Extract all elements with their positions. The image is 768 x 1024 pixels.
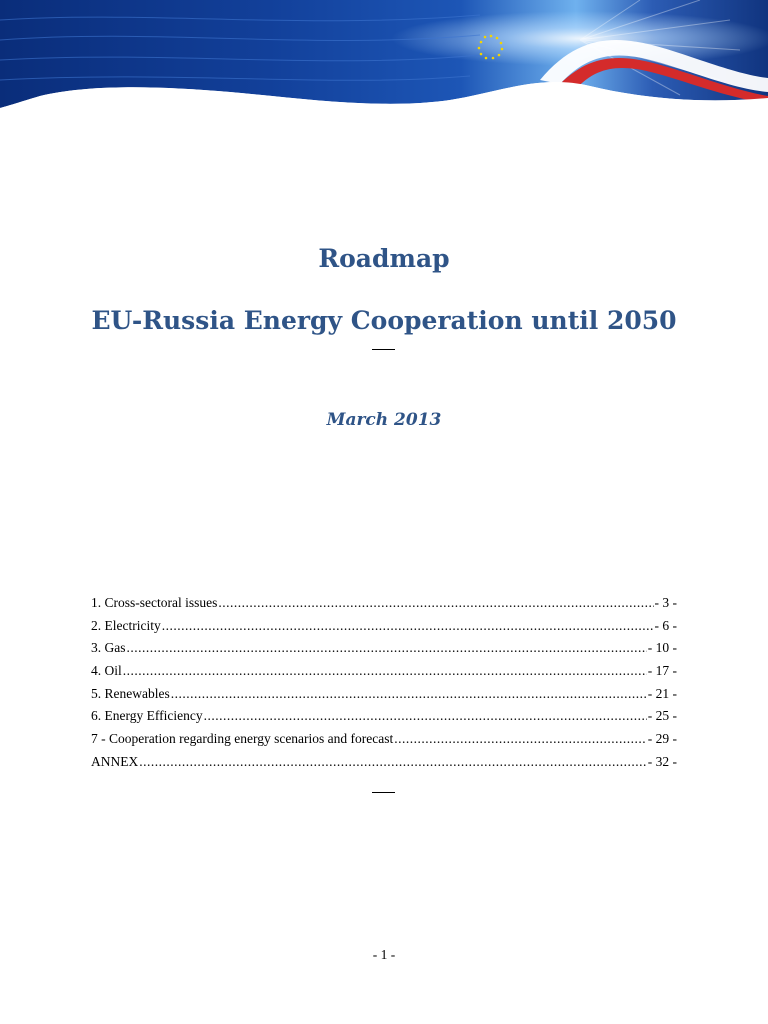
toc-item-label: 4. Oil	[91, 663, 122, 679]
toc-item-page: - 29 -	[647, 731, 677, 747]
title-divider	[372, 349, 395, 350]
toc-item[interactable]	[91, 754, 677, 777]
toc-leader-dots	[123, 663, 647, 679]
toc-leader-dots	[394, 731, 646, 747]
page-number: - 1 -	[372, 947, 396, 962]
toc-item[interactable]	[91, 640, 677, 663]
toc-item-page: - 10 -	[647, 640, 677, 656]
table-of-contents	[91, 595, 677, 777]
toc-leader-dots	[171, 686, 647, 702]
banner-graphic	[0, 0, 768, 140]
document-subtitle: EU-Russia Energy Cooperation until 2050	[91, 306, 677, 335]
toc-leader-dots	[127, 640, 647, 656]
toc-item-label: 1. Cross-sectoral issues	[91, 595, 218, 610]
toc-item-page: - 21 -	[647, 685, 677, 701]
toc-item-page: - 32 -	[647, 753, 677, 769]
toc-item-page: - 6 -	[654, 617, 677, 633]
toc-item-label: 3. Gas	[91, 640, 126, 656]
toc-item-label: 6. Energy Efficiency	[91, 708, 203, 724]
toc-item-label: 5. Renewables	[91, 685, 170, 701]
toc-leader-dots	[139, 754, 647, 770]
toc-item-page: - 3 -	[654, 595, 677, 610]
toc-item-label: ANNEX	[91, 753, 139, 769]
toc-item[interactable]	[91, 595, 677, 618]
toc-item[interactable]	[91, 618, 677, 641]
toc-item-label: 7 - Cooperation regarding energy scenarios and forecast	[91, 731, 394, 747]
document-date: March 2013	[326, 410, 442, 430]
header-banner	[0, 0, 768, 140]
toc-item-page: - 17 -	[647, 663, 677, 679]
toc-divider	[372, 792, 395, 793]
toc-item[interactable]	[91, 731, 677, 754]
toc-leader-dots	[162, 618, 654, 634]
toc-leader-dots	[204, 708, 647, 724]
toc-item[interactable]	[91, 686, 677, 709]
toc-item-label: 2. Electricity	[91, 617, 161, 633]
toc-leader-dots	[218, 595, 653, 611]
document-title: Roadmap	[318, 244, 450, 273]
toc-item-page: - 25 -	[647, 708, 677, 724]
toc-item[interactable]	[91, 708, 677, 731]
toc-item[interactable]	[91, 663, 677, 686]
